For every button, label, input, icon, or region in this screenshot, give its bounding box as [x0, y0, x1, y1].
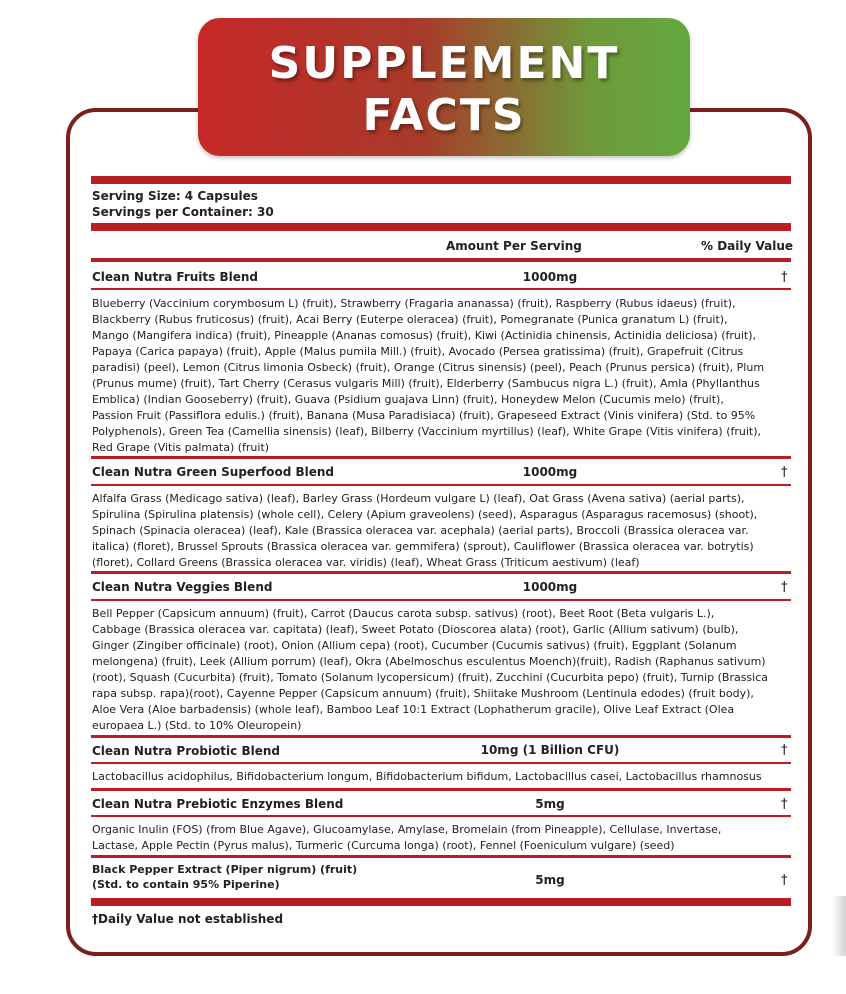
black-pepper-std: (Std. to contain 95% Piperine): [92, 878, 280, 891]
blend-ingredients: Alfalfa Grass (Medicago sativa) (leaf), Barley Grass (Hordeum vulgare L) (leaf), Oat Grass (Avena sativa) (aerial parts), Spirulina (Spirulina platensis) (whole cell), Celery (Apium graveolens) (seed), Asparagus (Asparagus racemosus) (shoot), Spinach (Spinacia oleracea) (leaf), Kale (Brassica oleracea var. acephala) (aerial parts), Broccoli (Brassica oleracea var. italica) (floret), Brussel Sprouts (Brassica oleracea var. gemmifera) (sprout), Cauliflower (Brassica oleracea var. botrytis) (floret), Collard Greens (Brassica oleracea var. viridis) (leaf), Wheat Grass (Triticum aestivum) (leaf): [92, 492, 758, 569]
footnote: †Daily Value not established: [92, 912, 284, 926]
blend-dv: †: [781, 743, 788, 758]
divider: [91, 288, 791, 290]
blend-ingredients: Bell Pepper (Capsicum annuum) (fruit), Carrot (Daucus carota subsp. sativus) (root), Beet Root (Beta vulgaris L.), Cabbage (Brassica oleracea var. capitata) (leaf), Sweet Potato (Dioscorea alata) (root), Garlic (Allium sativum) (bulb), Ginger (Zingiber officinale) (root), Onion (Allium cepa) (root), Cucumber (Cucumis sativus) (fruit), Eggplant (Solanum melongena) (fruit), Leek (Allium porrum) (leaf), Okra (Abelmoschus esculentus Moench)(fruit), Radish (Raphanus sativum) (root), Squash (Cucurbita) (fruit), Tomato (Solanum lycopersicum) (fruit), Zucchini (Cucurbita pepo) (fruit), Turnip (Brassica rapa subsp. rapa)(root), Cayenne Pepper (Capsicum annuum) (fruit), Shiitake Mushroom (Lentinula edodes) (fruit body), Aloe Vera (Aloe barbadensis) (whole leaf), Bamboo Leaf 10:1 Extract (Lophatherum gracile), Olive Leaf Extract (Olea europaea L.) (Std. to 10% Oleuropein): [92, 607, 769, 732]
divider: [91, 484, 791, 486]
divider: [91, 788, 791, 791]
divider-thick-top: [91, 176, 791, 184]
header-title-line2: FACTS: [362, 90, 526, 141]
blend-name: Clean Nutra Probiotic Blend: [92, 744, 280, 758]
serving-size: Serving Size: 4 Capsules: [92, 189, 258, 203]
blend-dv: †: [781, 797, 788, 812]
black-pepper-name: Black Pepper Extract (Piper nigrum) (fruit): [92, 863, 358, 876]
blend-dv: †: [781, 580, 788, 595]
daily-value-header: % Daily Value: [701, 239, 794, 253]
black-pepper-amount: 5mg: [535, 873, 565, 887]
divider: [91, 571, 791, 574]
blend-ingredients: Organic Inulin (FOS) (from Blue Agave), Glucoamylase, Amylase, Bromelain (from Pineapple), Cellulase, Invertase, Lactase, Apple Pectin (Pyrus malus), Turmeric (Curcuma longa) (root), Fennel (Foeniculum vulgare) (seed): [92, 823, 722, 852]
blend-ingredients: Lactobacillus acidophilus, Bifidobacterium longum, Bifidobacterium bifidum, Lactobacillus casei, Lactobacillus rhamnosus: [92, 770, 762, 783]
servings-per-container: Servings per Container: 30: [92, 205, 274, 219]
divider: [91, 735, 791, 738]
edge-shadow: [832, 896, 846, 956]
black-pepper-dv: †: [781, 873, 788, 888]
blend-name: Clean Nutra Prebiotic Enzymes Blend: [92, 797, 344, 811]
blend-ingredients: Blueberry (Vaccinium corymbosum L) (fruit), Strawberry (Fragaria ananassa) (fruit), Raspberry (Rubus idaeus) (fruit), Blackberry (Rubus fruticosus) (fruit), Acai Berry (Euterpe oleracea) (fruit), Pomegranate (Punica granatum L) (fruit), Mango (Mangifera indica) (fruit), Pineapple (Ananas comosus) (fruit), Kiwi (Actinidia chinensis, Actinidia deliciosa) (fruit), Papaya (Carica papaya) (fruit), Apple (Malus pumila Mill.) (fruit), Avocado (Persea gratissima) (fruit), Grapefruit (Citrus paradisi) (peel), Lemon (Citrus limonia Osbeck) (fruit), Orange (Citrus sinensis) (peel), Peach (Prunus persica) (fruit), Plum (Prunus mume) (fruit), Tart Cherry (Cerasus vulgaris Mill) (fruit), Elderberry (Sambucus nigra L.) (fruit), Amla (Phyllanthus Emblica) (Indian Gooseberry) (fruit), Guava (Psidium guajava Linn) (fruit), Honeydew Melon (Cucumis melo) (fruit), Passion Fruit (Passiflora edulis.) (fruit), Banana (Musa Paradisiaca) (fruit), Grapeseed Extract (Vinis vinifera) (Std. to 95% Polyphenols), Green Tea (Camellia sinensis) (leaf), Bilberry (Vaccinium myrtillus) (leaf), White Grape (Vitis vinifera) (fruit), Red Grape (Vitis palmata) (fruit): [92, 297, 765, 454]
header-banner: [198, 18, 690, 156]
divider: [91, 855, 791, 858]
blend-name: Clean Nutra Green Superfood Blend: [92, 465, 334, 479]
amount-per-serving-header: Amount Per Serving: [446, 239, 582, 253]
divider-thick-bottom: [91, 898, 791, 906]
blend-name: Clean Nutra Fruits Blend: [92, 270, 258, 284]
blend-amount: 1000mg: [522, 580, 578, 594]
blend-amount: 1000mg: [522, 465, 578, 479]
blend-dv: †: [781, 465, 788, 480]
blend-amount: 1000mg: [522, 270, 578, 284]
divider: [91, 815, 791, 817]
divider-thick-serving: [91, 223, 791, 231]
blend-amount: 5mg: [535, 797, 565, 811]
blend-amount: 10mg (1 Billion CFU): [480, 743, 620, 757]
divider: [91, 456, 791, 459]
header-title-line1: SUPPLEMENT: [268, 38, 620, 89]
divider-header: [91, 258, 791, 262]
blend-dv: †: [781, 270, 788, 285]
blend-name: Clean Nutra Veggies Blend: [92, 580, 273, 594]
divider: [91, 762, 791, 764]
divider: [91, 599, 791, 601]
